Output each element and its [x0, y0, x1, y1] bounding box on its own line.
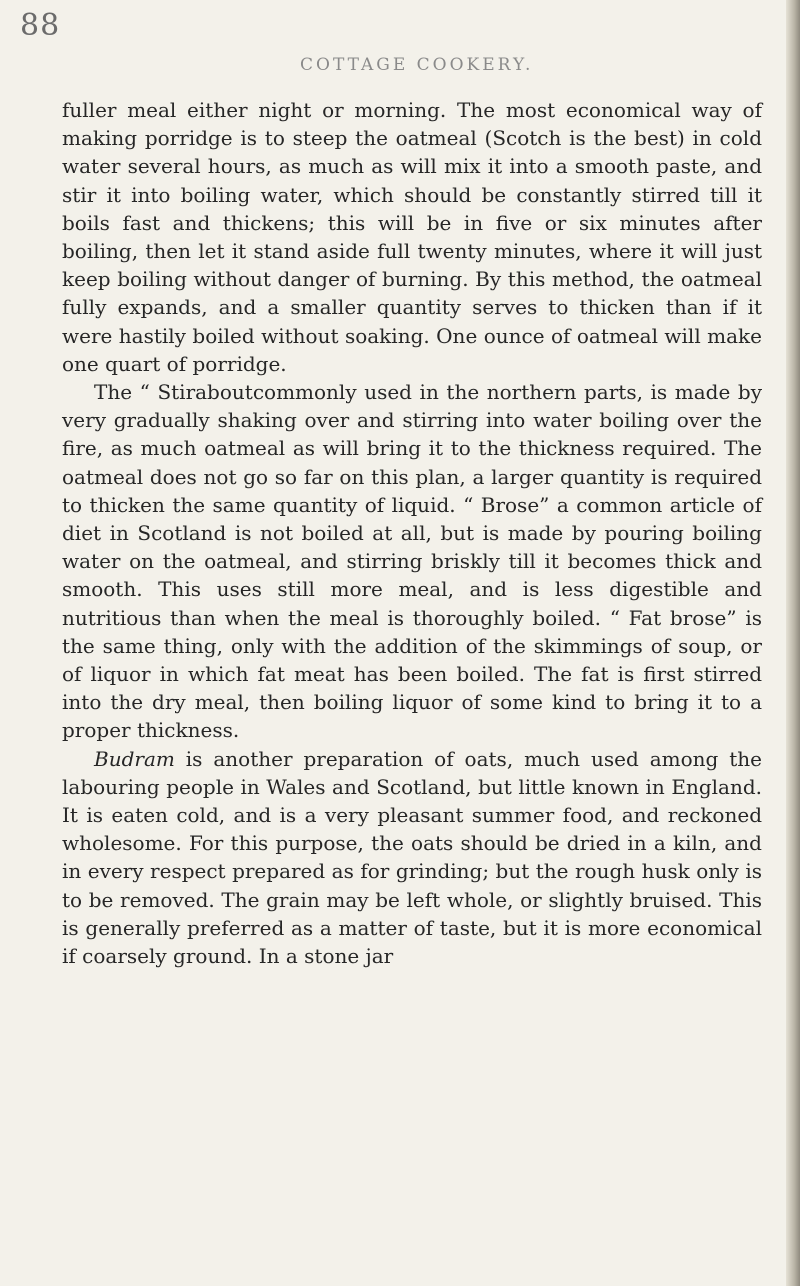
- running-head: COTTAGE COOKERY.: [300, 55, 534, 75]
- paragraph-porridge: fuller meal either night or morning. The most economical way of making porridge is to steep the oatmeal (Scotch is the best) in cold water several hours, as much as will mix it into a smooth paste, and stir it into boiling water, which should be constantly stirred till it boils fast and thickens; this will be in five or six minutes after boiling, then let it stand aside full twenty minutes, where it will just keep boiling without danger of burning. By this method, the oatmeal fully expands, and a smaller quantity serves to thicken than if it were hastily boiled without soaking. One ounce of oatmeal will make one quart of porridge.: [62, 98, 762, 376]
- budram-term: Budram: [94, 746, 175, 771]
- paragraph-budram: [62, 745, 762, 971]
- body-text: [62, 96, 762, 970]
- paragraph-stirabout-brose: The “ Stiraboutcommonly used in the northern parts, is made by very gradually shaking over and stirring into water boiling over the fire, as much oatmeal as will bring it to the thickness required. The oatmeal does not go so far on this plan, a larger quantity is required to thicken the same quantity of liquid. “ Brose” a common article of diet in Scotland is not boiled at all, but is made by pouring boiling water on the oatmeal, and stirring briskly till it becomes thick and smooth. This uses still more meal, and is less digestible and nutritious than when the meal is thoroughly boiled. “ Fat brose” is the same thing, only with the addition of the skimmings of soup, or of liquor in which fat meat has been boiled. The fat is first stirred into the dry meal, then boiling liquor of some kind to bring it to a proper thickness.: [62, 380, 762, 743]
- budram-text: is another preparation of oats, much used among the labouring people in Wales and Scotland, but little known in England. It is eaten cold, and is a very pleasant summer food, and reckoned wholesome. For this purpose, the oats should be dried in a kiln, and in every respect prepared as for grinding; but the rough husk only is to be removed. The grain may be left whole, or slightly bruised. This is generally preferred as a matter of taste, but it is more economical if coarsely ground. In a stone jar: [62, 746, 762, 969]
- page-edge: [786, 0, 800, 1286]
- page-number: 88: [20, 8, 61, 43]
